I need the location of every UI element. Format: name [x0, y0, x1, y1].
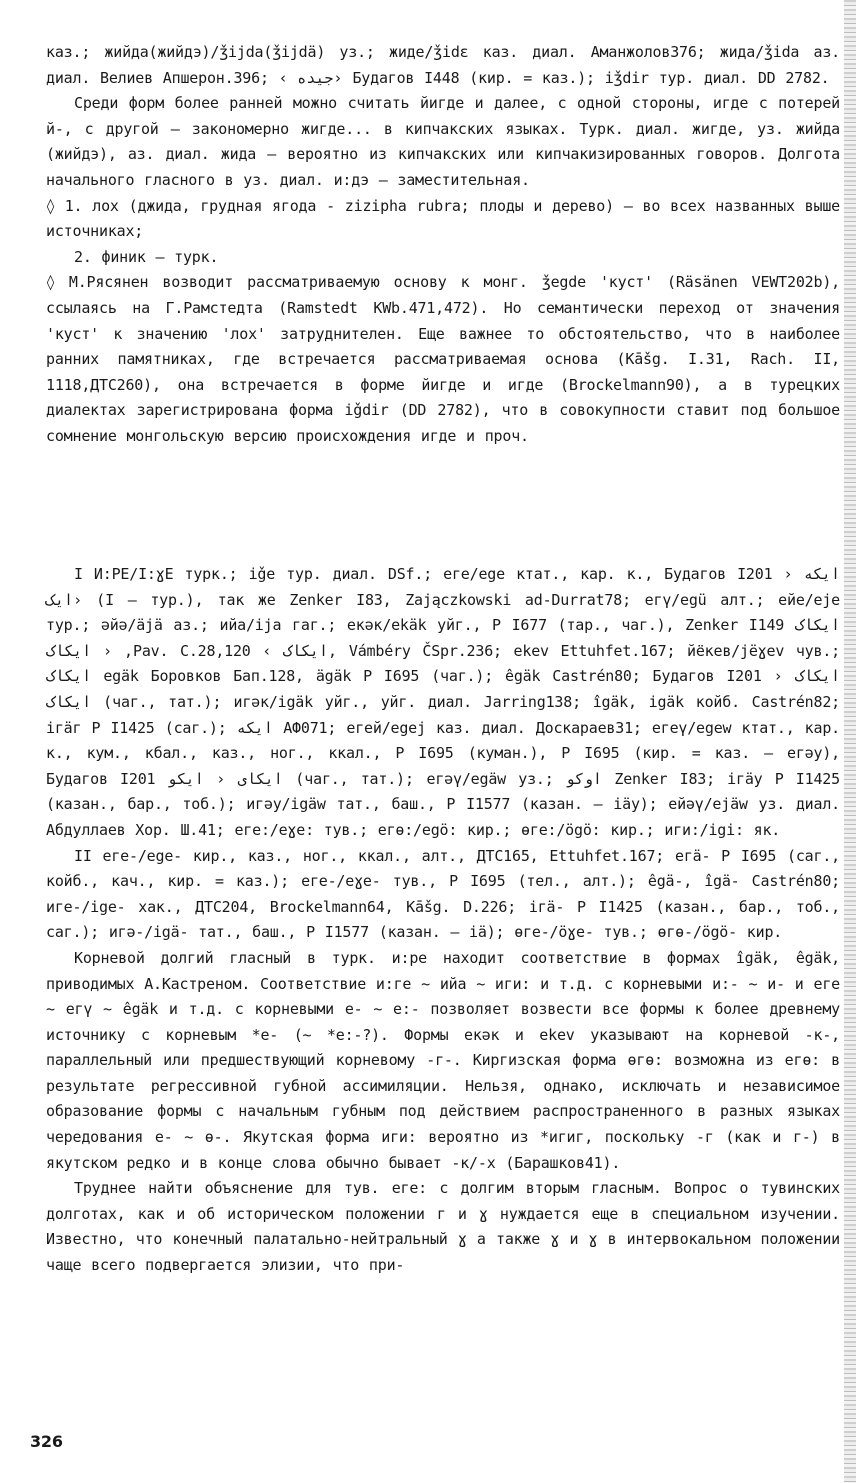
paragraph: 2. финик — турк.	[74, 247, 219, 266]
paragraph: Среди форм более ранней можно считать йигде и далее, с одной стороны, игде с потерей й-, с другой — закономерно жигде... в кипчакских языках. Турк. диал. жигде, уз. жийда (жийдэ), аз. диал. жида — вероятно из кипчакских или кипчакизированных говоров. Долгота начального гласного в уз. диал. и:дэ — заместительная.	[46, 94, 840, 189]
paragraph: II еге-/ege- кир., каз., ног., ккал., алт., ДТС165, Ettuhfet.167; егӓ- P I695 (саг., койб., кач., кир. = каз.); еге-/eɣe- тув., P I695 (тел., алт.); êgä-, îgä- Castrén80; иге-/ige- хак., ДТС204, Brockelmann64, Kāšg. D.226; ігӓ- P I1425 (казан., бар., тоб., саг.); игә-/igä- тат., баш., P I1577 (казан. — іӓ); өге-/öɣe- тув.; өгө-/ögö- кир.	[46, 846, 840, 942]
text-block-entry	[46, 562, 840, 1279]
page-number: 326	[30, 1432, 63, 1451]
paragraph: Корневой долгий гласный в турк. и:ре находит соответствие в формах îgäk, êgäk, приводимых А.Кастреном. Соответствие и:ге ~ ийа ~ иги: и т.д. с корневыми и:- ~ и- и еге ~ егү ~ êgäk и т.д. с корневыми е- ~ е:- позволяет возвести все формы к более древнему источнику с корневым *е- (~ *е:-?). Формы екәк и ekev указывают на корневой -к-, параллельный или предшествующий корневому -г-. Киргизская форма өгө: возможна из егө: в результате регрессивной губной ассимиляции. Нельзя, однако, исключать и независимое образование формы с начальным губным под действием распространенного в разных языках чередования е- ~ ө-. Якутская форма иги: вероятно из *игиг, поскольку -г (как и г-) в якутском редко и в конце слова обычно бывает -к/-х (Барашков41).	[46, 948, 840, 1172]
scan-edge	[844, 0, 856, 1483]
paragraph: каз.; жийда(жийдэ)/ǯijda(ǯijdä) уз.; жиде/ǯidɛ каз. диал. Аманжолов376; жида/ǯida аз. диал. Велиев Апшерон.396; ‹ جیده› Будагов I448 (кир. = каз.); iǯdir тур. диал. DD 2782.	[46, 43, 840, 87]
text-block-continuation	[46, 40, 840, 450]
paragraph: I И:РЕ/I:ɣE турк.; iǧe тур. диал. DSf.; еге/ege ктат., кар. к., Будагов I201 ایکه ‹ ایک› (I — тур.), так же Zenker I83, Zajączkowski ad-Durrat78; егү/egü алт.; ейе/eje тур.; әйә/äjä аз.; ийа/ija гаг.; екәк/ekäk уйг., P I677 (тар., чаг.), Zenker I149 ایکاک ‹ ایکاک ,Pav. C.28,120 ‹ ایکاک, Vámbéry ČSpr.236; ekev Ettuhfet.167; йёкев/jëɣev чув.; ایکاک egäk Боровков Бап.128, ägäk P I695 (чаг.); êgäk Castrén80; Будагов I201 ایکاک ‹ ایکاک (чаг., тат.); игәк/igäk уйг., уйг. диал. Jarring138; îgäk, igäk койб. Castrén82; ігӓг P I1425 (саг.); ایکه АФ071; егей/egej каз. диал. Доскараев31; егеү/egew ктат., кар. к., кум., кбал., каз., ног., ккал., P I695 (куман.), P I695 (кир. = каз. — егәу), Будагов I201 ایکای ‹ ایکو (чаг., тат.); егәү/egäw уз.; اوکو Zenker I83; ігӓу P I1425 (казан., бар., тоб.); игәу/igäw тат., баш., P I1577 (казан. — іӓу); ейәү/ejäw уз. диал. Абдуллаев Хор. Ш.41; еге:/eɣe: тув.; егө:/egö: кир.; өге:/ögö: кир.; иги:/igi: як.	[46, 565, 840, 839]
paragraph: Труднее найти объяснение для тув. еге: с долгим вторым гласным. Вопрос о тувинских долготах, как и об историческом положении г и ɣ нуждается еще в специальном изучении. Известно, что конечный палатально-нейтральный ɣ а также ɣ и ɣ в интервокальном положении чаще всего подвергается элизии, что при-	[46, 1179, 840, 1275]
paragraph: ◊ 1. лох (джида, грудная ягода - zizipha rubra; плоды и дерево) — во всех названных выше источниках;	[46, 196, 840, 241]
paragraph: ◊ М.Рясянен возводит рассматриваемую основу к монг. ǯegde 'куст' (Räsänen VEWT202b), ссылаясь на Г.Рамстедта (Ramstedt KWb.471,472). Но семантически переход от значения 'куст' к значению 'лох' затруднителен. Еще важнее то обстоятельство, что в наиболее ранних памятниках, где встречается рассматриваемая основа (Kāšg. I.31, Rach. II, 1118,ДТС260), она встречается в форме йигде и игде (Brockelmann90), а в турецких диалектах зарегистрирована форма iǧdir (DD 2782), что в совокупности ставит под большое сомнение монгольскую версию происхождения игде и проч.	[46, 273, 840, 445]
